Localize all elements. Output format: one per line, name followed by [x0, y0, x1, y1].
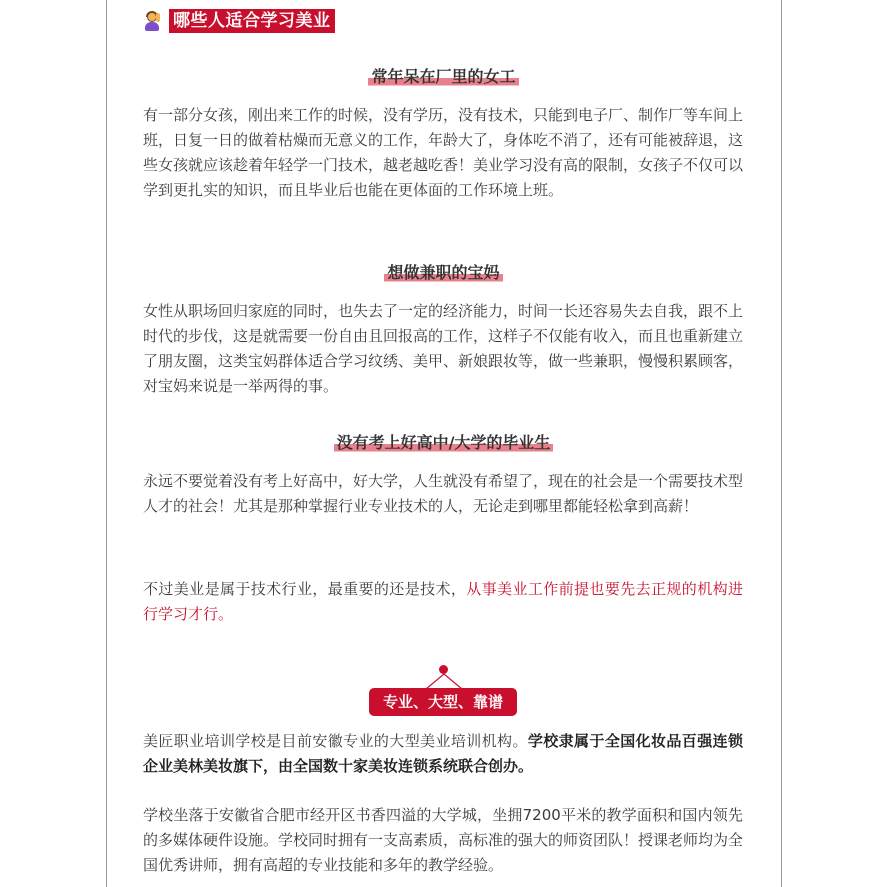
section-heading-text: 常年呆在厂里的女工 [368, 67, 518, 87]
main-title: 哪些人适合学习美业 [169, 9, 335, 33]
note-highlight-text: 从事美业工作前提也要先去正规的机构进行学习才行。 [143, 580, 743, 623]
section-heading-text: 想做兼职的宝妈 [384, 263, 502, 283]
section-paragraph-moms: 女性从职场回归家庭的同时，也失去了一定的经济能力，时间一长还容易失去自我，跟不上时代的步伐，这是就需要一份自由且回报高的工作，这样子不仅能有收入，而且也重新建立了朋友圈，这类宝妈群体适合学习纹绣、美甲、新娘跟妆等，做一些兼职，慢慢积累顾客，对宝妈来说是一举两得的事。 [143, 302, 744, 395]
badge-label: 专业、大型、靠谱 [369, 688, 517, 716]
section-heading-moms [106, 263, 781, 283]
section-heading-text: 没有考上好高中/大学的毕业生 [334, 433, 554, 453]
section-heading-factory-workers [106, 67, 781, 87]
section-paragraph-graduates: 永远不要觉着没有考上好高中，好大学，人生就没有希望了，现在的社会是一个需要技术型人才的社会！尤其是那种掌握行业专业技术的人，无论走到哪里都能轻松拿到高薪！ [143, 472, 744, 515]
intro-bold-text: 学校隶属于全国化妆品百强连锁企业美林美妆旗下，由全国数十家美妆连锁系统联合创办。 [143, 732, 743, 775]
section-paragraph-factory-workers: 有一部分女孩，刚出来工作的时候，没有学历，没有技术，只能到电子厂、制作厂等车间上班，日复一日的做着枯燥而无意义的工作，年龄大了，身体吃不消了，还有可能被辞退，这些女孩就应该趁着年轻学一门技术，越老越吃香！美业学习没有高的限制，女孩子不仅可以学到更扎实的知识，而且毕业后也能在更体面的工作环境上班。 [143, 106, 744, 199]
note-plain-text: 不过美业是属于技术行业，最重要的还是技术， [143, 580, 467, 598]
right-border [781, 0, 782, 887]
campus-paragraph: 学校坐落于安徽省合肥市经开区书香四溢的大学城，坐拥7200平米的教学面积和国内领先的多媒体硬件设施。学校同时拥有一支高素质，高标准的强大的师资团队！授课老师均为全国优秀讲师，拥有高超的专业技能和多年的教学经验。 [143, 806, 744, 874]
intro-paragraph [143, 729, 743, 779]
person-raising-hand-icon [142, 11, 162, 31]
section-heading-graduates [106, 433, 781, 453]
note-paragraph [143, 577, 743, 627]
intro-plain-text: 美匠职业培训学校是目前安徽专业的大型美业培训机构。 [143, 732, 528, 750]
main-heading [142, 9, 335, 33]
